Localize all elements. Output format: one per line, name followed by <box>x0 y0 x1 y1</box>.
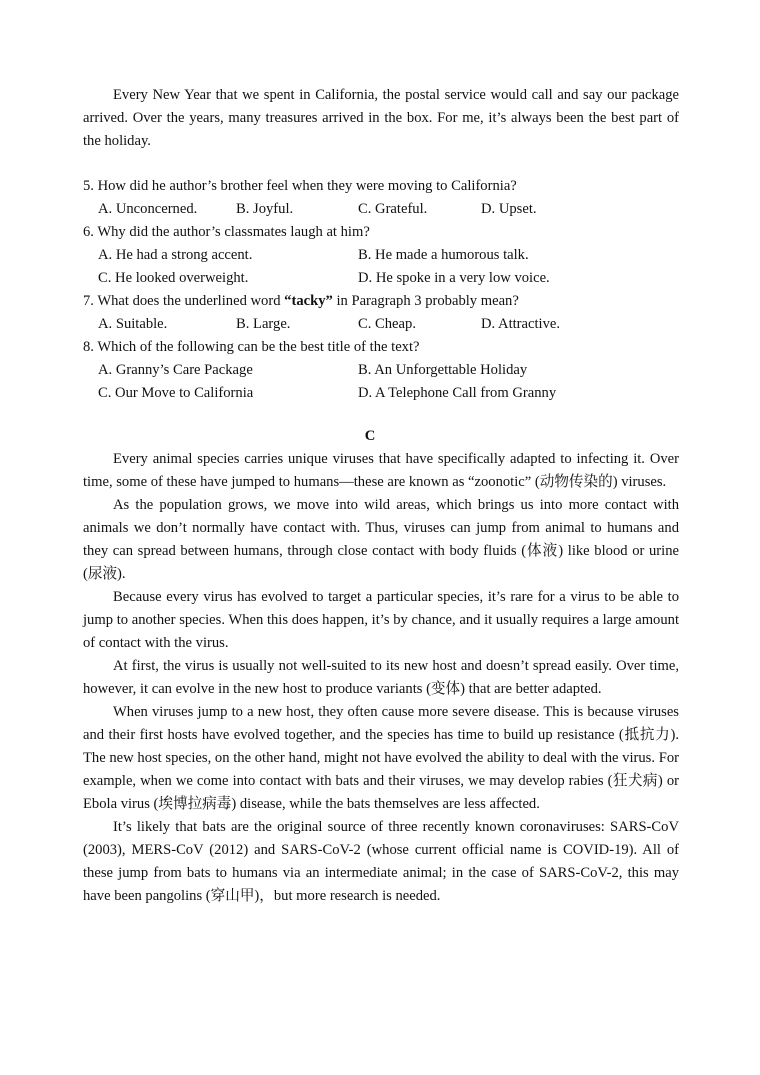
passage-c <box>83 448 679 908</box>
option-a: A. Unconcerned. <box>98 201 198 217</box>
options-row <box>83 313 679 336</box>
question-5 <box>83 175 679 221</box>
passage-paragraph: As the population grows, we move into wild areas, which brings us into more contact with animals we don’t normally have contact with. Thus, viruses can jump from animal to humans and they can spread between humans, through close contact with body fluids (体液) like blood or urine (尿液). <box>83 497 679 582</box>
question-7 <box>83 290 679 336</box>
options-row <box>83 359 679 382</box>
option-a: A. Granny’s Care Package <box>98 362 253 378</box>
section-heading: C <box>364 428 376 444</box>
option-d: D. A Telephone Call from Granny <box>358 385 557 401</box>
option-d: D. Upset. <box>481 201 537 217</box>
passage-paragraph: Every animal species carries unique viruses that have specifically adapted to infecting it. Over time, some of these have jumped to humans—these are known as “zoonotic” (动物传染的) viruses. <box>83 451 679 490</box>
option-b: B. Large. <box>236 316 291 332</box>
questions-section <box>83 175 679 405</box>
option-c: C. Cheap. <box>358 316 416 332</box>
option-b: B. An Unforgettable Holiday <box>358 362 528 378</box>
option-b: B. Joyful. <box>236 201 294 217</box>
passage-paragraph: At first, the virus is usually not well-suited to its new host and doesn’t spread easily. Over time, however, it can evolve in the new host to produce variants (变体) that are better adapted. <box>83 658 679 697</box>
option-d: D. He spoke in a very low voice. <box>358 270 550 286</box>
question-stem <box>83 290 679 313</box>
option-c: C. He looked overweight. <box>98 270 249 286</box>
question-stem: 5. How did he author’s brother feel when they were moving to California? <box>83 178 517 194</box>
option-c: C. Grateful. <box>358 201 428 217</box>
options-row <box>83 198 679 221</box>
target-word: “tacky” <box>284 293 333 309</box>
passage-paragraph: When viruses jump to a new host, they often cause more severe disease. This is because viruses and their first hosts have evolved together, and the species has time to build up resistance (抵抗力). The new host species, on the other hand, might not have evolved the ability to deal with the virus. For example, when we come into contact with bats and their viruses, we may develop rabies (狂犬病) or Ebola virus (埃博拉病毒) disease, while the bats themselves are less affected. <box>83 704 679 812</box>
passage-paragraph: Because every virus has evolved to target a particular species, it’s rare for a virus to be able to jump to another species. When this does happen, it’s by chance, and it usually requires a large amount of contact with the virus. <box>83 589 679 651</box>
question-6 <box>83 221 679 290</box>
option-a: A. Suitable. <box>98 316 168 332</box>
intro-section <box>83 84 679 153</box>
question-stem: 6. Why did the author’s classmates laugh at him? <box>83 224 370 240</box>
option-a: A. He had a strong accent. <box>98 247 253 263</box>
options-row <box>83 244 679 267</box>
question-stem: 8. Which of the following can be the best title of the text? <box>83 339 420 355</box>
option-d: D. Attractive. <box>481 316 561 332</box>
options-row <box>83 382 679 405</box>
intro-paragraph: Every New Year that we spent in California, the postal service would call and say our package arrived. Over the years, many treasures arrived in the box. For me, it’s always been the best part of the holiday. <box>83 87 679 149</box>
question-stem-end: in Paragraph 3 probably mean? <box>332 293 519 309</box>
options-row <box>83 267 679 290</box>
option-b: B. He made a humorous talk. <box>358 247 529 263</box>
option-c: C. Our Move to California <box>98 385 254 401</box>
passage-paragraph: It’s likely that bats are the original source of three recently known coronaviruses: SARS-CoV (2003), MERS-CoV (2012) and SARS-CoV-2 (whose current official name is COVID-19). All of these jump from bats to humans via an intermediate animal; in the case of SARS-CoV-2, this may have been pangolins (穿山甲)，but more research is needed. <box>83 819 679 904</box>
question-8 <box>83 336 679 405</box>
question-stem-start: 7. What does the underlined word <box>83 293 285 309</box>
